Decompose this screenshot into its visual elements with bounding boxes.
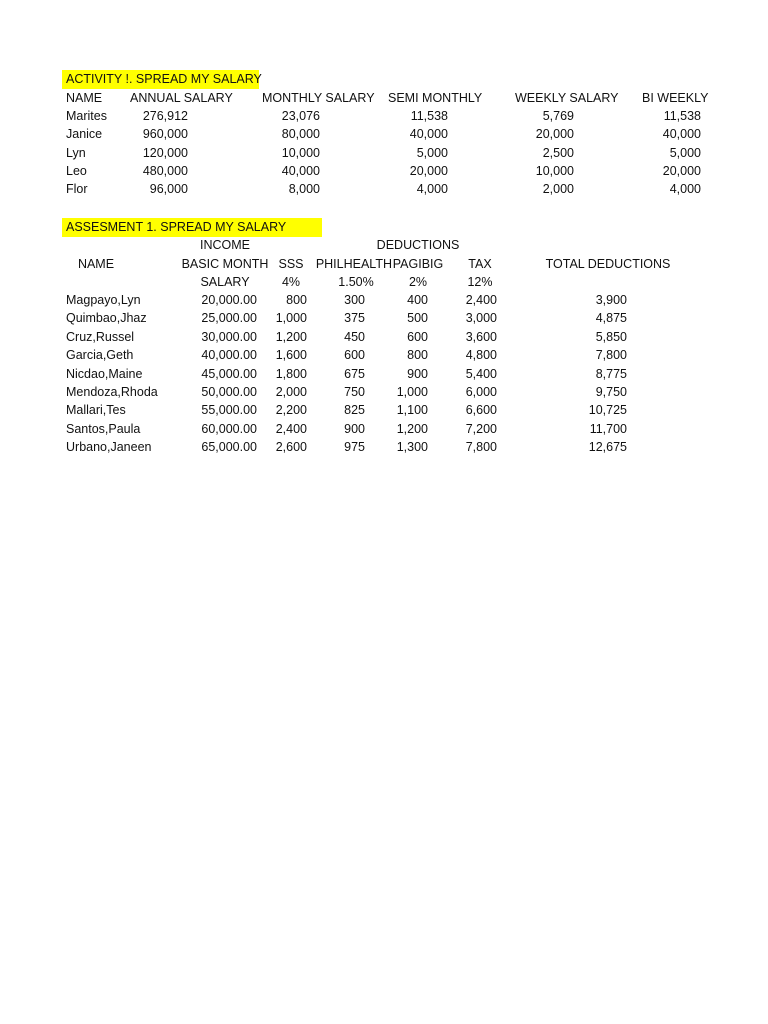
assessment-row-pagibig: 1,100 — [396, 403, 428, 418]
assessment-row-sss: 1,800 — [275, 366, 307, 381]
activity-row-biweekly: 5,000 — [669, 145, 701, 160]
assessment-row-total: 3,900 — [595, 293, 627, 307]
assessment-row-tax: 7,200 — [465, 421, 497, 436]
activity-row-weekly: 5,769 — [542, 109, 574, 123]
activity-row-name: Flor — [66, 182, 88, 197]
assessment-row-philhealth: 600 — [344, 348, 365, 363]
assessment-row-philhealth: 675 — [344, 366, 365, 381]
assessment-row-philhealth: 450 — [344, 329, 365, 344]
assessment-row-philhealth: 300 — [344, 293, 365, 307]
assessment-row-tax: 7,800 — [465, 440, 497, 455]
assessment-row-basic: 25,000.00 — [201, 311, 257, 326]
activity-row-monthly: 8,000 — [288, 182, 320, 197]
assessment-row-name: Quimbao,Jhaz — [66, 311, 147, 326]
assessment-row-name: Santos,Paula — [66, 421, 141, 436]
assessment-header-philhealth: PHILHEALTH — [315, 257, 392, 271]
assessment-header-pagibig: PAGIBIG — [392, 257, 444, 271]
activity-row-name: Janice — [66, 127, 103, 142]
assessment-header-name: NAME — [77, 257, 115, 271]
subheader-philhealth-rate: 1.50% — [338, 275, 374, 289]
activity-header-monthly: MONTHLY SALARY — [262, 91, 375, 105]
activity-header-semi: SEMI MONTHLY — [388, 91, 483, 105]
assessment-row-name: Mendoza,Rhoda — [66, 385, 158, 399]
subheader-salary: SALARY — [200, 275, 250, 289]
activity-row-annual: 480,000 — [142, 163, 188, 178]
assessment-row-philhealth: 750 — [344, 385, 365, 399]
income-group-label: INCOME — [200, 238, 250, 252]
assessment-row-tax: 3,000 — [465, 311, 497, 326]
assessment-row-pagibig: 1,300 — [396, 440, 428, 455]
assessment-row-sss: 1,200 — [275, 329, 307, 344]
assessment-row-tax: 3,600 — [465, 329, 497, 344]
assessment-row-sss: 2,400 — [275, 421, 307, 436]
activity-row-semi: 4,000 — [416, 182, 448, 197]
assessment-row-name: Nicdao,Maine — [66, 366, 143, 381]
subheader-pagibig-rate: 2% — [408, 275, 428, 289]
activity-row-annual: 96,000 — [149, 182, 188, 197]
assessment-row-total: 9,750 — [595, 385, 627, 399]
assessment-row-basic: 45,000.00 — [201, 366, 257, 381]
assessment-row-sss: 2,000 — [275, 385, 307, 399]
activity-row-weekly: 2,000 — [542, 182, 574, 197]
assessment-row-sss: 800 — [286, 293, 307, 307]
assessment-row-name: Urbano,Janeen — [66, 440, 152, 455]
assessment-row-basic: 30,000.00 — [201, 329, 257, 344]
assessment-row-philhealth: 900 — [344, 421, 365, 436]
assessment-row-tax: 5,400 — [465, 366, 497, 381]
assessment-row-tax: 4,800 — [465, 348, 497, 363]
activity-row-biweekly: 11,538 — [663, 109, 701, 123]
assessment-row-total: 8,775 — [595, 366, 627, 381]
activity-row-semi: 20,000 — [409, 163, 448, 178]
activity-header-annual: ANNUAL SALARY — [130, 91, 233, 105]
assessment-header-sss: SSS — [278, 257, 304, 271]
activity-row-monthly: 40,000 — [281, 163, 320, 178]
assessment-row-pagibig: 900 — [407, 366, 428, 381]
activity-row-name: Lyn — [66, 145, 86, 160]
assessment-row-tax: 6,600 — [465, 403, 497, 418]
assessment-row-name: Mallari,Tes — [66, 403, 126, 418]
assessment-row-pagibig: 1,200 — [396, 421, 428, 436]
activity-row-monthly: 80,000 — [281, 127, 320, 142]
assessment-row-name: Magpayo,Lyn — [66, 293, 141, 307]
activity-row-weekly: 10,000 — [535, 163, 574, 178]
assessment-title: ASSESMENT 1. SPREAD MY SALARY — [66, 220, 287, 234]
activity-row-annual: 276,912 — [142, 109, 188, 123]
subheader-tax-rate: 12% — [467, 275, 493, 289]
activity-header-weekly: WEEKLY SALARY — [515, 91, 619, 105]
assessment-row-sss: 1,600 — [275, 348, 307, 363]
activity-row-name: Marites — [66, 109, 107, 123]
activity-row-semi: 11,538 — [410, 109, 448, 123]
assessment-row-tax: 2,400 — [465, 293, 497, 307]
activity-row-semi: 5,000 — [416, 145, 448, 160]
activity-row-biweekly: 40,000 — [662, 127, 701, 142]
assessment-row-total: 11,700 — [589, 421, 627, 436]
assessment-row-total: 5,850 — [595, 329, 627, 344]
activity-header-biweekly: BI WEEKLY — [642, 91, 709, 105]
activity-row-monthly: 10,000 — [281, 145, 320, 160]
assessment-row-name: Garcia,Geth — [66, 348, 134, 363]
assessment-row-pagibig: 1,000 — [396, 385, 428, 399]
assessment-row-pagibig: 500 — [407, 311, 428, 326]
assessment-row-total: 7,800 — [595, 348, 627, 363]
activity-row-semi: 40,000 — [409, 127, 448, 142]
assessment-header-total: TOTAL DEDUCTIONS — [545, 257, 671, 271]
subheader-sss-rate: 4% — [281, 275, 301, 289]
assessment-row-sss: 1,000 — [275, 311, 307, 326]
activity-row-biweekly: 4,000 — [669, 182, 701, 197]
assessment-row-philhealth: 825 — [344, 403, 365, 418]
deductions-group-label: DEDUCTIONS — [376, 238, 460, 252]
assessment-row-pagibig: 800 — [407, 348, 428, 363]
assessment-row-total: 4,875 — [595, 311, 627, 326]
activity-title: ACTIVITY !. SPREAD MY SALARY — [66, 72, 262, 86]
activity-row-name: Leo — [66, 163, 87, 178]
assessment-row-basic: 50,000.00 — [201, 385, 257, 399]
assessment-row-philhealth: 975 — [344, 440, 365, 455]
assessment-row-basic: 40,000.00 — [201, 348, 257, 363]
activity-header-name: NAME — [66, 91, 103, 105]
assessment-row-philhealth: 375 — [344, 311, 365, 326]
assessment-row-total: 10,725 — [588, 403, 627, 418]
assessment-row-total: 12,675 — [588, 440, 627, 455]
assessment-row-sss: 2,200 — [275, 403, 307, 418]
activity-row-weekly: 20,000 — [535, 127, 574, 142]
assessment-header-tax: TAX — [468, 257, 492, 271]
assessment-row-name: Cruz,Russel — [66, 329, 135, 344]
activity-row-annual: 960,000 — [142, 127, 188, 142]
assessment-row-pagibig: 600 — [407, 329, 428, 344]
assessment-row-basic: 65,000.00 — [201, 440, 257, 455]
assessment-row-tax: 6,000 — [465, 385, 497, 399]
assessment-row-pagibig: 400 — [407, 293, 428, 307]
assessment-row-basic: 20,000.00 — [201, 293, 257, 307]
activity-row-annual: 120,000 — [142, 145, 188, 160]
assessment-row-basic: 55,000.00 — [201, 403, 257, 418]
activity-row-monthly: 23,076 — [281, 109, 320, 123]
activity-row-biweekly: 20,000 — [662, 163, 701, 178]
assessment-row-basic: 60,000.00 — [201, 421, 257, 436]
assessment-row-sss: 2,600 — [275, 440, 307, 455]
assessment-header-basic: BASIC MONTH — [181, 257, 269, 271]
activity-row-weekly: 2,500 — [542, 145, 574, 160]
